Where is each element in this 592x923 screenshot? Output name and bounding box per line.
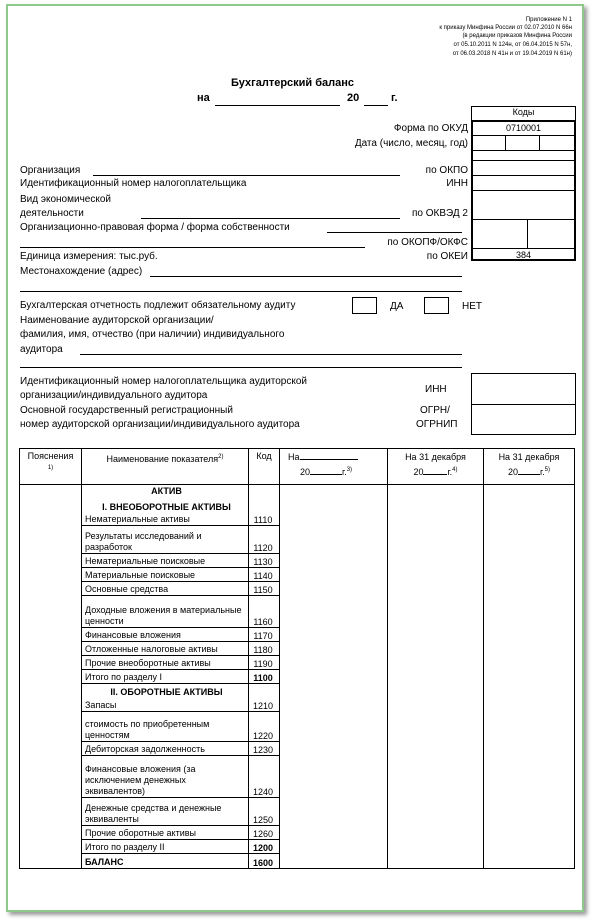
value-cell[interactable] (484, 698, 575, 712)
value-cell[interactable] (280, 826, 388, 840)
value-cell[interactable] (280, 568, 388, 582)
table-row: Отложенные налоговые активы 1180 (20, 642, 575, 656)
value-cell[interactable] (484, 656, 575, 670)
value-cell[interactable] (388, 582, 484, 596)
date-year-field[interactable] (364, 105, 388, 106)
activity-field[interactable] (141, 218, 400, 219)
total-row-section-2: Итого по разделу II 1200 (20, 840, 575, 854)
codes-lower-cells (471, 150, 576, 261)
section-1-heading: I. ВНЕОБОРОТНЫЕ АКТИВЫ (82, 499, 249, 513)
value-cell[interactable] (280, 698, 388, 712)
organization-field[interactable] (93, 175, 400, 176)
value-cell[interactable] (280, 840, 388, 854)
auditor-inn-label-1: Идентификационный номер налогоплательщика аудиторской (20, 376, 308, 387)
value-cell[interactable] (388, 756, 484, 798)
value-cell[interactable] (280, 712, 388, 742)
value-cell[interactable] (388, 656, 484, 670)
value-cell[interactable] (388, 854, 484, 869)
date-code-label: Дата (число, месяц, год) (354, 138, 468, 149)
activity-label-1: Вид экономической (20, 194, 111, 205)
auditor-name-field[interactable] (80, 354, 462, 355)
header-col3: На 31 декабря 20 г.$^{5)}$ (484, 449, 575, 485)
total-row-section-1: Итого по разделу I 1100 (20, 670, 575, 684)
table-row: Результаты исследований и разработок 1120 (20, 526, 575, 554)
location-field[interactable] (150, 276, 462, 277)
table-row: стоимость по приобретенным ценностям 1220 (20, 712, 575, 742)
section-2-heading: II. ОБОРОТНЫЕ АКТИВЫ (82, 684, 249, 698)
value-cell[interactable] (484, 642, 575, 656)
date-prefix: на (197, 92, 210, 104)
unit-label: Единица измерения: тыс.руб. (20, 251, 158, 262)
table-row: Финансовые вложения 1170 (20, 628, 575, 642)
value-cell[interactable] (280, 854, 388, 869)
value-cell[interactable] (280, 596, 388, 628)
value-cell[interactable] (280, 554, 388, 568)
legal-form-field[interactable] (327, 232, 462, 233)
okved-label: по ОКВЭД 2 (412, 208, 468, 219)
value-cell[interactable] (388, 670, 484, 684)
value-cell[interactable] (388, 698, 484, 712)
table-row: Денежные средства и денежные эквиваленты 1250 (20, 798, 575, 826)
table-row: Дебиторская задолженность 1230 (20, 742, 575, 756)
date-day-month-field[interactable] (215, 105, 340, 106)
auditor-ogrn-code-label-2: ОГРНИП (416, 419, 458, 430)
value-cell[interactable] (484, 596, 575, 628)
value-cell[interactable] (388, 568, 484, 582)
value-cell[interactable] (388, 628, 484, 642)
value-cell[interactable] (484, 854, 575, 869)
legal-form-field-2[interactable] (20, 247, 365, 248)
value-cell[interactable] (280, 582, 388, 596)
appendix-line-3: (в редакции приказов Минфина России (462, 33, 572, 39)
value-cell[interactable] (388, 642, 484, 656)
auditor-name-label-1: Наименование аудиторской организации/ (20, 315, 214, 326)
audit-yes-checkbox[interactable] (352, 297, 377, 314)
balance-row: БАЛАНС 1600 (20, 854, 575, 869)
value-cell[interactable] (388, 840, 484, 854)
value-cell[interactable] (280, 742, 388, 756)
legal-form-label: Организационно-правовая форма / форма собственности (20, 222, 290, 233)
value-cell[interactable] (388, 596, 484, 628)
auditor-inn-code-label: ИНН (425, 384, 447, 395)
value-cell[interactable] (388, 712, 484, 742)
date-code-cell[interactable] (471, 135, 576, 151)
okpo-label: по ОКПО (425, 165, 468, 176)
codes-header: Коды (512, 107, 535, 117)
location-label: Местонахождение (адрес) (20, 266, 143, 277)
auditor-name-label-2: фамилия, имя, отчество (при наличии) индивидуального (20, 329, 285, 340)
value-cell[interactable] (280, 642, 388, 656)
value-cell[interactable] (484, 628, 575, 642)
auditor-separator (20, 367, 462, 368)
table-row: Прочие оборотные активы 1260 (20, 826, 575, 840)
table-row: Основные средства 1150 (20, 582, 575, 596)
auditor-inn-label-2: организации/индивидуального аудитора (20, 390, 208, 401)
header-name: Наименование показателя$^{2)}$ (82, 449, 249, 485)
aktiv-heading: АКТИВ (82, 485, 249, 499)
value-cell[interactable] (280, 628, 388, 642)
value-cell[interactable] (484, 513, 575, 526)
value-cell[interactable] (388, 526, 484, 554)
audit-yes-label: ДА (390, 301, 404, 312)
value-cell[interactable] (280, 526, 388, 554)
table-row: Запасы 1210 (20, 698, 575, 712)
value-cell[interactable] (280, 513, 388, 526)
okud-label: Форма по ОКУД (393, 123, 468, 134)
organization-label: Организация (20, 165, 81, 176)
value-cell[interactable] (484, 840, 575, 854)
appendix-line-2: к приказу Минфина России от 02.07.2010 N 66н (439, 25, 572, 31)
value-cell[interactable] (388, 826, 484, 840)
value-cell[interactable] (484, 554, 575, 568)
table-header-row (20, 449, 575, 485)
okopf-label: по ОКОПФ/ОКФС (387, 237, 468, 248)
table-row: Доходные вложения в материальные ценности 1160 (20, 596, 575, 628)
date-year-prefix: 20 (347, 92, 360, 104)
auditor-ogrn-label-1: Основной государственный регистрационный (20, 405, 233, 416)
value-cell[interactable] (484, 670, 575, 684)
value-cell[interactable] (388, 513, 484, 526)
appendix-line-5: от 06.03.2018 N 41н и от 19.04.2019 N 61н) (452, 51, 572, 57)
value-cell[interactable] (484, 568, 575, 582)
date-year-suffix: г. (391, 92, 398, 104)
value-cell[interactable] (484, 712, 575, 742)
auditor-ogrn-label-2: номер аудиторской организации/индивидуального аудитора (20, 419, 300, 430)
balance-table (19, 448, 575, 869)
appendix-line-4: от 05.10.2011 N 124н, от 06.04.2015 N 57н, (453, 42, 572, 48)
header-notes: Пояснения 1) (20, 449, 82, 485)
value-cell[interactable] (484, 826, 575, 840)
value-cell[interactable] (484, 582, 575, 596)
table-row: Нематериальные поисковые 1130 (20, 554, 575, 568)
audit-question: Бухгалтерская отчетность подлежит обязательному аудиту (20, 300, 296, 311)
value-cell[interactable] (280, 670, 388, 684)
table-row: Материальные поисковые 1140 (20, 568, 575, 582)
inn-code-label: ИНН (446, 178, 468, 189)
inn-label: Идентификационный номер налогоплательщика (20, 178, 247, 189)
header-col1: На 20 г.$^{3)}$ (280, 449, 388, 485)
value-cell[interactable] (280, 798, 388, 826)
table-row: Прочие внеоборотные активы 1190 (20, 656, 575, 670)
okei-label: по ОКЕИ (426, 251, 468, 262)
auditor-name-label-3: аудитора (20, 344, 63, 355)
okei-value: 384 (515, 250, 532, 260)
page-title: Бухгалтерский баланс (231, 77, 355, 89)
okud-value: 0710001 (505, 123, 542, 133)
header-col2: На 31 декабря 20 г.$^{4)}$ (388, 449, 484, 485)
value-cell[interactable] (484, 526, 575, 554)
value-cell[interactable] (388, 554, 484, 568)
auditor-ogrn-code-label-1: ОГРН/ (420, 405, 450, 416)
audit-no-checkbox[interactable] (424, 297, 449, 314)
table-row: Финансовые вложения (за исключением денежных эквивалентов) 1240 (20, 756, 575, 798)
activity-label-2: деятельности (20, 208, 84, 219)
value-cell[interactable] (484, 798, 575, 826)
value-cell[interactable] (484, 742, 575, 756)
audit-no-label: НЕТ (462, 301, 482, 312)
appendix-line-1: Приложение N 1 (525, 17, 572, 23)
value-cell[interactable] (388, 742, 484, 756)
location-field-2[interactable] (20, 291, 462, 292)
header-code: Код (249, 449, 280, 485)
value-cell[interactable] (484, 756, 575, 798)
value-cell[interactable] (280, 656, 388, 670)
table-row: Нематериальные активы 1110 (20, 513, 575, 526)
value-cell[interactable] (388, 798, 484, 826)
value-cell[interactable] (280, 756, 388, 798)
